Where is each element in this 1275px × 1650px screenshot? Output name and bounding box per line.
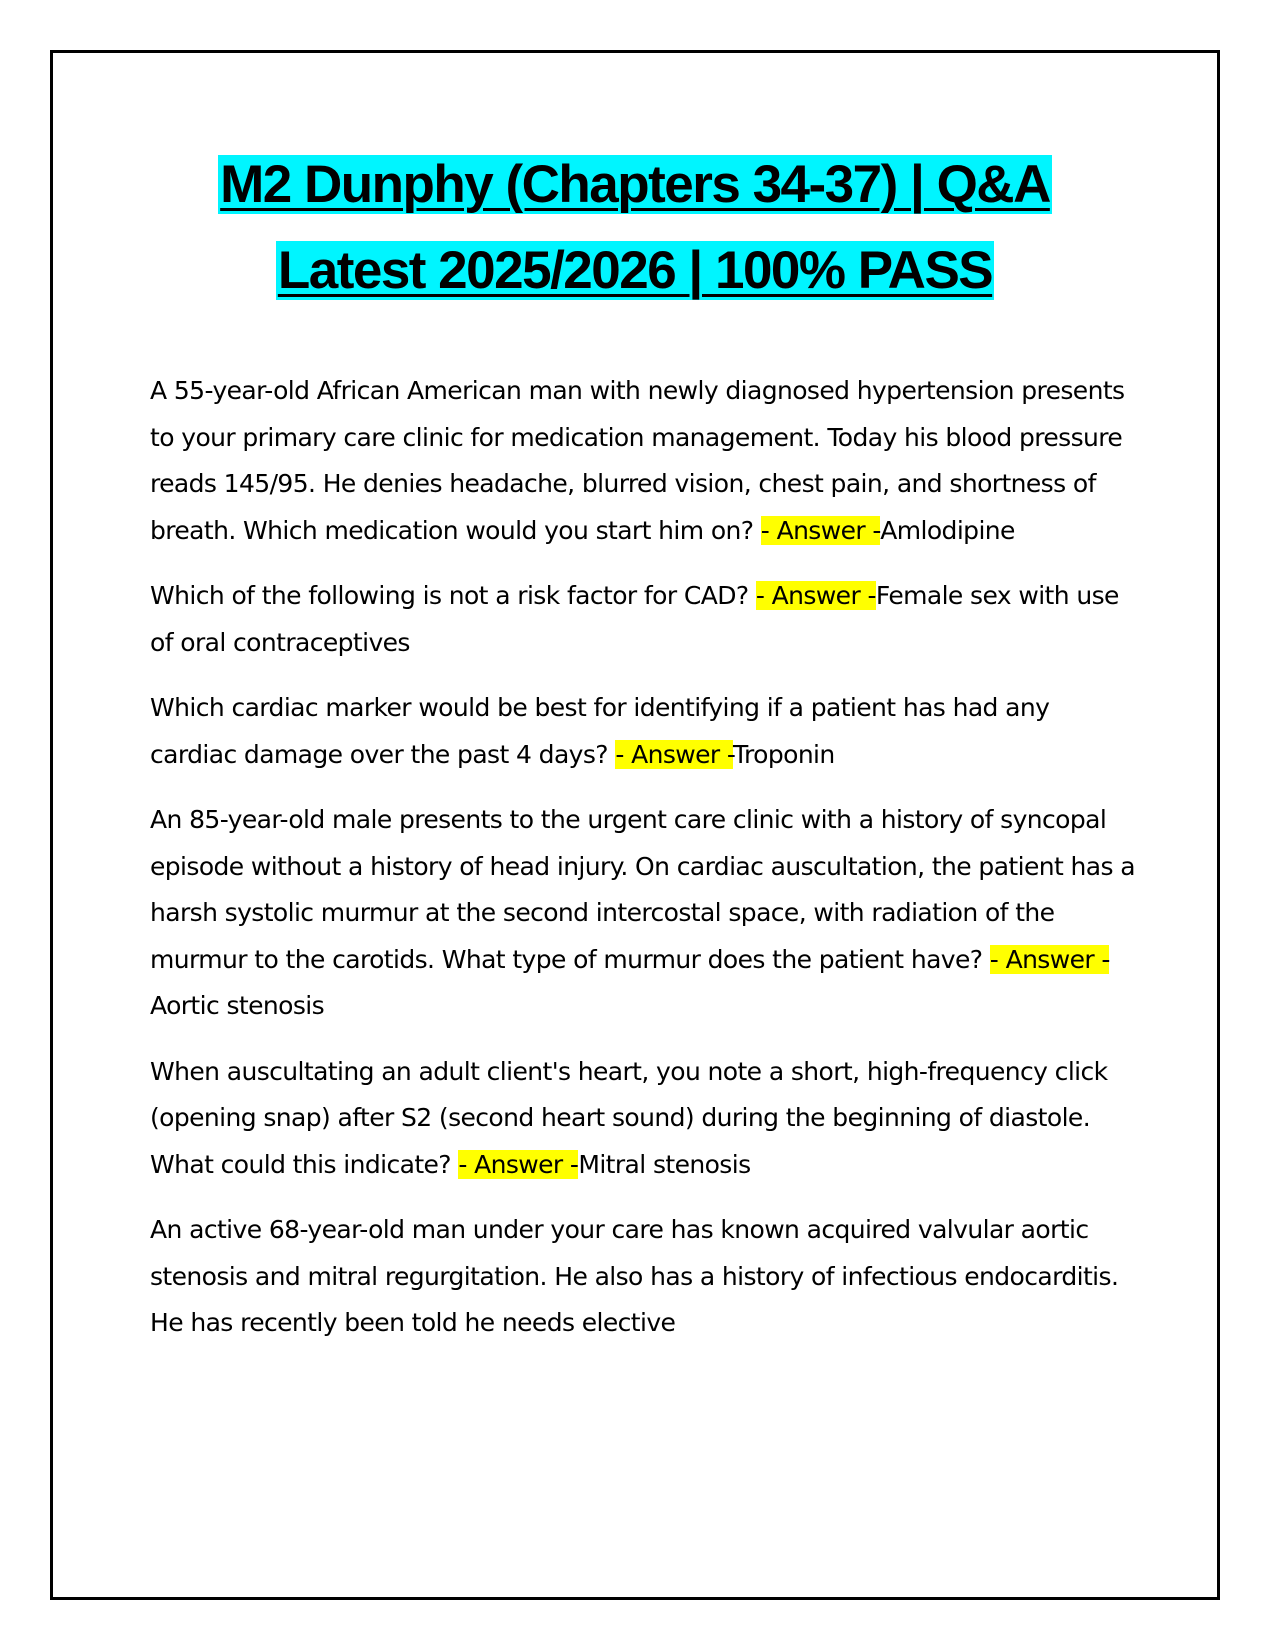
qa-content: [150, 368, 1140, 1366]
question-text: A 55-year-old African American man with newly diagnosed hypertension presents to your primary care clinic for medication management. Today his blood pressure reads 145/95. He denies headache, blurred vision, chest pain, and shortness of breath. Which medication would you start him on?: [150, 376, 1125, 545]
qa-item-6-partial: [150, 1207, 1140, 1347]
answer-text: Female sex with use of oral contraceptives: [150, 581, 1119, 657]
answer-text: Mitral stenosis: [578, 1149, 751, 1179]
qa-item-3: [150, 685, 1140, 778]
qa-item-4: [150, 797, 1140, 1030]
answer-text: Aortic stenosis: [150, 991, 325, 1020]
answer-marker: - Answer -: [458, 1149, 579, 1179]
title-line-2: Latest 2025/2026 | 100% PASS: [277, 241, 993, 300]
qa-item-5: [150, 1049, 1140, 1189]
answer-text: Amlodipine: [880, 515, 1015, 545]
title-line-1: M2 Dunphy (Chapters 34-37) | Q&A: [220, 155, 1050, 214]
document-title: [53, 142, 1217, 314]
qa-item-2: [150, 573, 1140, 666]
qa-item-1: [150, 368, 1140, 554]
answer-marker: - Answer -: [755, 581, 876, 610]
question-text: Which cardiac marker would be best for identifying if a patient has had any cardiac damage over the past 4 days?: [150, 693, 1050, 769]
question-text: An 85-year-old male presents to the urgent care clinic with a history of syncopal episode without a history of head injury. On cardiac auscultation, the patient has a harsh systolic murmur at the second intercostal space, with radiation of the murmur to the carotids. What type of murmur does the patient have?: [150, 805, 1136, 974]
answer-text: Troponin: [733, 739, 835, 769]
question-text: When auscultating an adult client's heart, you note a short, high-frequency click (opening snap) after S2 (second heart sound) during the beginning of diastole. What could this indicate?: [150, 1056, 1108, 1179]
answer-marker: - Answer -: [615, 739, 734, 769]
question-text: An active 68-year-old man under your care has known acquired valvular aortic stenosis and mitral regurgitation. He also has a history of infectious endocarditis. He has recently been told he needs elective: [150, 1215, 1119, 1337]
question-text: Which of the following is not a risk factor for CAD?: [150, 581, 756, 610]
answer-marker: - Answer -: [989, 944, 1110, 974]
answer-marker: - Answer -: [760, 515, 881, 545]
